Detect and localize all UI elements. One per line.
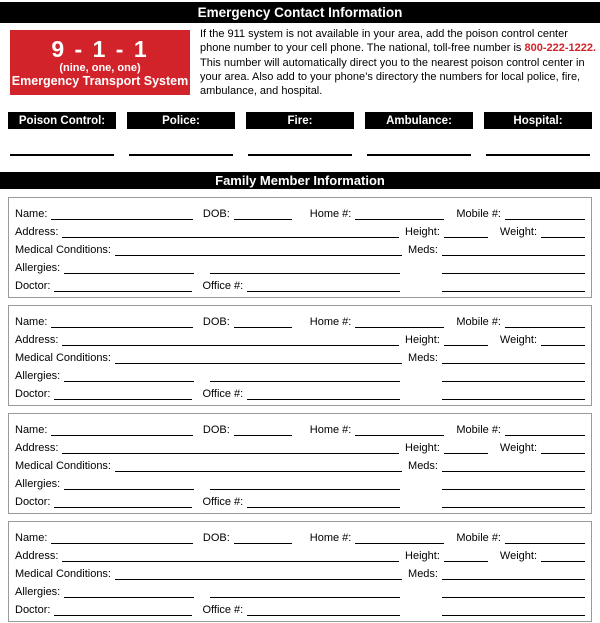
member-row-medical: [15, 455, 585, 473]
member-row-doctor: [15, 383, 585, 401]
height-label: Height:: [405, 442, 440, 454]
allergies-continuation-line: [210, 273, 400, 274]
office-phone-blank-line: [247, 399, 400, 400]
weight-blank-line: [541, 345, 585, 346]
home-phone-label: Home #:: [309, 424, 352, 436]
family-member-block: [8, 413, 592, 514]
meds-continuation-line: [442, 597, 585, 598]
address-label: Address:: [15, 334, 59, 346]
allergies-label: Allergies:: [15, 262, 61, 274]
meds-continuation-line: [442, 489, 585, 490]
name-label: Name:: [15, 424, 48, 436]
home-phone-label: Home #:: [309, 532, 352, 544]
doctor-blank-line: [54, 291, 192, 292]
meds-continuation-line-2: [442, 399, 585, 400]
meds-blank-line: [442, 255, 585, 256]
dob-blank-line: [234, 543, 292, 544]
meds-continuation-line-2: [442, 291, 585, 292]
member-row-medical: [15, 239, 585, 257]
member-row-name: [15, 311, 585, 329]
dob-label: DOB:: [202, 316, 230, 328]
address-blank-line: [62, 561, 399, 562]
meds-label: Meds:: [408, 244, 438, 256]
contact-label-fire: Fire:: [246, 112, 354, 129]
home-phone-blank-line: [355, 435, 444, 436]
height-blank-line: [444, 561, 488, 562]
address-label: Address:: [15, 442, 59, 454]
allergies-blank-line: [64, 273, 194, 274]
intro-text-after: This number will automatically direct you to the nearest poison control center in your area. Also add to your phone’s directory the numbers for local police, fire, ambulance, and hospital.: [200, 56, 585, 98]
911-box: [10, 30, 190, 95]
fire-blank-line: [248, 129, 352, 156]
home-phone-label: Home #:: [309, 208, 352, 220]
police-blank-line: [129, 129, 233, 156]
hospital-blank-line: [486, 129, 590, 156]
meds-label: Meds:: [408, 568, 438, 580]
address-blank-line: [62, 237, 399, 238]
member-row-name: [15, 203, 585, 221]
home-phone-blank-line: [355, 327, 444, 328]
name-blank-line: [51, 435, 192, 436]
meds-continuation-line: [442, 273, 585, 274]
emergency-contact-title: Emergency Contact Information: [197, 5, 403, 20]
mobile-phone-blank-line: [505, 327, 585, 328]
poison-control-blank-line: [10, 129, 114, 156]
doctor-label: Doctor:: [15, 604, 51, 616]
medical-conditions-blank-line: [115, 471, 402, 472]
meds-continuation-line: [442, 381, 585, 382]
member-row-address: [15, 221, 585, 239]
mobile-phone-label: Mobile #:: [456, 316, 501, 328]
member-row-allergies: [15, 581, 585, 599]
doctor-label: Doctor:: [15, 280, 51, 292]
contact-label-bars: [8, 112, 592, 129]
office-phone-label: Office #:: [202, 280, 244, 292]
weight-label: Weight:: [499, 442, 537, 454]
911-subtitle: Emergency Transport System: [11, 73, 189, 88]
office-phone-label: Office #:: [202, 496, 244, 508]
weight-blank-line: [541, 237, 585, 238]
mobile-phone-blank-line: [505, 435, 585, 436]
emergency-contact-header: [0, 2, 600, 23]
meds-label: Meds:: [408, 460, 438, 472]
meds-blank-line: [442, 363, 585, 364]
height-blank-line: [444, 453, 488, 454]
family-member-block: [8, 305, 592, 406]
height-blank-line: [444, 237, 488, 238]
family-members: [8, 197, 592, 623]
dob-blank-line: [234, 327, 292, 328]
member-row-allergies: [15, 473, 585, 491]
member-row-doctor: [15, 599, 585, 617]
911-phonetic: (nine, one, one): [59, 61, 141, 74]
family-member-title: Family Member Information: [215, 173, 385, 188]
contact-label-ambulance: Ambulance:: [365, 112, 473, 129]
weight-label: Weight:: [499, 334, 537, 346]
name-blank-line: [51, 543, 192, 544]
dob-label: DOB:: [202, 424, 230, 436]
height-label: Height:: [405, 334, 440, 346]
mobile-phone-blank-line: [505, 543, 585, 544]
allergies-continuation-line: [210, 489, 400, 490]
address-blank-line: [62, 345, 399, 346]
address-label: Address:: [15, 226, 59, 238]
home-phone-blank-line: [355, 219, 444, 220]
mobile-phone-label: Mobile #:: [456, 532, 501, 544]
member-row-address: [15, 545, 585, 563]
member-row-name: [15, 527, 585, 545]
allergies-blank-line: [64, 489, 194, 490]
home-phone-label: Home #:: [309, 316, 352, 328]
contact-write-in-lines: [8, 129, 592, 156]
911-number: 9 - 1 - 1: [51, 35, 149, 62]
name-blank-line: [51, 327, 192, 328]
medical-conditions-label: Medical Conditions:: [15, 460, 111, 472]
allergies-label: Allergies:: [15, 478, 61, 490]
member-row-medical: [15, 563, 585, 581]
intro-paragraph: [200, 27, 598, 98]
member-row-allergies: [15, 257, 585, 275]
office-phone-blank-line: [247, 291, 400, 292]
family-member-block: [8, 521, 592, 622]
member-row-address: [15, 437, 585, 455]
member-row-doctor: [15, 275, 585, 293]
medical-conditions-blank-line: [115, 363, 402, 364]
height-label: Height:: [405, 226, 440, 238]
member-row-name: [15, 419, 585, 437]
office-phone-label: Office #:: [202, 604, 244, 616]
medical-conditions-label: Medical Conditions:: [15, 568, 111, 580]
mobile-phone-blank-line: [505, 219, 585, 220]
meds-label: Meds:: [408, 352, 438, 364]
address-label: Address:: [15, 550, 59, 562]
height-blank-line: [444, 345, 488, 346]
name-label: Name:: [15, 316, 48, 328]
doctor-label: Doctor:: [15, 388, 51, 400]
name-label: Name:: [15, 208, 48, 220]
allergies-label: Allergies:: [15, 586, 61, 598]
weight-label: Weight:: [499, 550, 537, 562]
doctor-blank-line: [54, 507, 192, 508]
doctor-blank-line: [54, 615, 192, 616]
poison-control-phone-number: 800-222-1222.: [524, 42, 597, 55]
medical-conditions-label: Medical Conditions:: [15, 244, 111, 256]
allergies-continuation-line: [210, 381, 400, 382]
intro-text-before: If the 911 system is not available in your area, add the poison control center phone number to your cell phone. The national, toll-free number is: [200, 28, 568, 55]
meds-blank-line: [442, 471, 585, 472]
dob-blank-line: [234, 219, 292, 220]
medical-conditions-blank-line: [115, 255, 402, 256]
contact-label-police: Police:: [127, 112, 235, 129]
weight-blank-line: [541, 561, 585, 562]
allergies-continuation-line: [210, 597, 400, 598]
office-phone-label: Office #:: [202, 388, 244, 400]
ambulance-blank-line: [367, 129, 471, 156]
office-phone-blank-line: [247, 615, 400, 616]
address-blank-line: [62, 453, 399, 454]
member-row-medical: [15, 347, 585, 365]
doctor-label: Doctor:: [15, 496, 51, 508]
office-phone-blank-line: [247, 507, 400, 508]
contact-label-poison-control: Poison Control:: [8, 112, 116, 129]
member-row-address: [15, 329, 585, 347]
contact-label-hospital: Hospital:: [484, 112, 592, 129]
allergies-blank-line: [64, 597, 194, 598]
dob-label: DOB:: [202, 532, 230, 544]
height-label: Height:: [405, 550, 440, 562]
member-row-doctor: [15, 491, 585, 509]
medical-conditions-blank-line: [115, 579, 402, 580]
weight-label: Weight:: [499, 226, 537, 238]
mobile-phone-label: Mobile #:: [456, 208, 501, 220]
mobile-phone-label: Mobile #:: [456, 424, 501, 436]
member-row-allergies: [15, 365, 585, 383]
dob-blank-line: [234, 435, 292, 436]
meds-blank-line: [442, 579, 585, 580]
name-blank-line: [51, 219, 192, 220]
home-phone-blank-line: [355, 543, 444, 544]
meds-continuation-line-2: [442, 615, 585, 616]
dob-label: DOB:: [202, 208, 230, 220]
doctor-blank-line: [54, 399, 192, 400]
allergies-label: Allergies:: [15, 370, 61, 382]
allergies-blank-line: [64, 381, 194, 382]
weight-blank-line: [541, 453, 585, 454]
medical-conditions-label: Medical Conditions:: [15, 352, 111, 364]
family-member-header: [0, 172, 600, 189]
family-member-block: [8, 197, 592, 298]
meds-continuation-line-2: [442, 507, 585, 508]
name-label: Name:: [15, 532, 48, 544]
